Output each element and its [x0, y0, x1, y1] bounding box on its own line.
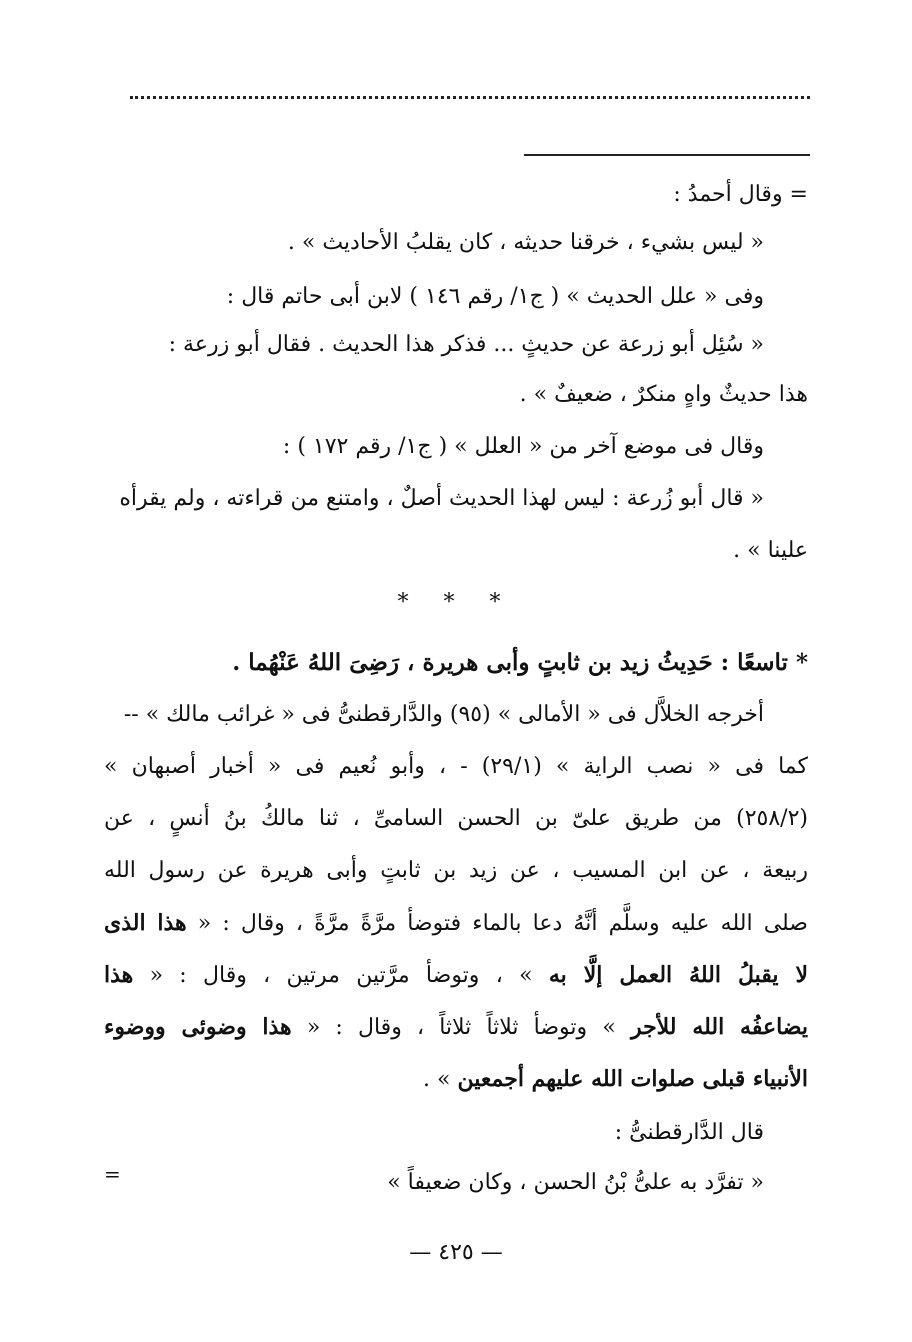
- text-line: [104, 908, 808, 939]
- text-line: علينا » .: [733, 538, 808, 563]
- page-number: — ٤٢٥ —: [409, 1240, 503, 1265]
- hadith-text: هذا: [104, 962, 134, 988]
- text-line: ربيعة ، عن ابن المسيب ، عن زيد بن ثابتٍ وأبى هريرة عن رسول الله: [104, 858, 808, 883]
- text-segment: » .: [423, 1067, 451, 1092]
- text-line: « تفرَّد به علىُّ بْنُ الحسن ، وكان ضعيفاً »: [387, 1170, 764, 1195]
- hadith-text: هذا وضوئى ووضوء: [104, 1014, 292, 1040]
- text-segment: » ، وتوضأ مرَّتين مرتين ، وقال : «: [149, 963, 533, 988]
- hadith-text: يضاعفُه الله للأجر: [630, 1014, 808, 1040]
- continuation-mark: =: [104, 1162, 121, 1186]
- text-line: « ليس بشيء ، خرقنا حديثه ، كان يقلبُ الأحاديث » .: [287, 230, 764, 255]
- hadith-text: هذا الذى: [104, 910, 187, 936]
- text-line: وفى « علل الحديث » ( ج١/ رقم ١٤٦ ) لابن أبى حاتم قال :: [226, 284, 764, 309]
- text-line: [104, 960, 808, 991]
- section-separator-stars: * * *: [397, 590, 515, 615]
- text-line: (٢٥٨/٢) من طريق علىّ بن الحسن السامىِّ ، ثنا مالكُ بنُ أنسٍ ، عن: [104, 806, 808, 831]
- text-line: أخرجه الخلاَّل فى « الأمالى » (٩٥) والدَّارقطنىُّ فى « غرائب مالك » --: [123, 702, 764, 727]
- text-segment: » وتوضأ ثلاثاً ثلاثاً ، وقال : «: [306, 1015, 616, 1040]
- text-line: [104, 1012, 808, 1043]
- text-segment: صلى الله عليه وسلَّم أنَّهُ دعا بالماء فتوضأ مرَّةً مرَّةً ، وقال : «: [197, 911, 808, 936]
- text-line: كما فى « نصب الراية » (٢٩/١) - ، وأبو نُعيم فى « أخبار أصبهان »: [104, 754, 808, 779]
- hadith-text: الأنبياء قبلى صلوات الله عليهم أجمعين: [457, 1066, 808, 1092]
- text-line: هذا حديثٌ واهٍ منكرٌ ، ضعيفٌ » .: [519, 382, 808, 407]
- footnote-rule: [524, 154, 810, 156]
- dotted-divider: [130, 96, 810, 99]
- text-line: « قال أبو زُرعة : ليس لهذا الحديث أصلٌ ، وامتنع من قراءته ، ولم يقرأه: [119, 486, 764, 511]
- text-line: قال الدَّارقطنىُّ :: [614, 1120, 764, 1145]
- hadith-text: لا يقبلُ اللهُ العمل إلَّا به: [548, 962, 808, 988]
- text-line: وقال فى موضع آخر من « العلل » ( ج١/ رقم ١٧٢ ) :: [282, 434, 764, 459]
- text-line: = وقال أحمدُ :: [673, 182, 808, 207]
- text-line: « سُئِل أبو زرعة عن حديثٍ ... فذكر هذا الحديث . فقال أبو زرعة :: [168, 332, 764, 357]
- text-line: [423, 1064, 808, 1095]
- section-heading: * تاسعًا : حَدِيثُ زيد بن ثابتٍ وأبى هريرة ، رَضِىَ اللهُ عَنْهُما .: [232, 649, 808, 676]
